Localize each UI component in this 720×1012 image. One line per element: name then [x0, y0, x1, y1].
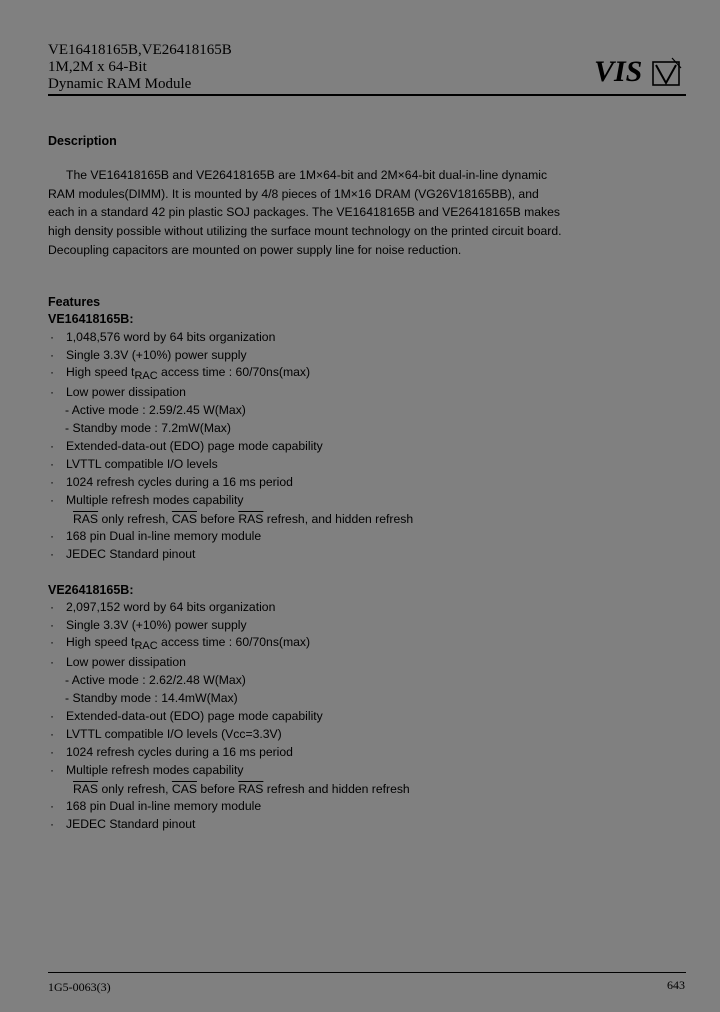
logo-text: VIS	[594, 55, 643, 88]
part-numbers: VE16418165B,VE26418165B	[48, 42, 232, 58]
features-heading: Features	[48, 295, 101, 309]
description-paragraph	[48, 166, 593, 260]
model2-title: VE26418165B:	[48, 583, 134, 597]
document-header	[48, 42, 232, 93]
header-rule	[48, 94, 686, 96]
description-line: Decoupling capacitors are mounted on power supply line for noise reduction.	[48, 242, 462, 257]
description-line: high density possible without utilizing the surface mount technology on the printed circuit board.	[48, 224, 562, 239]
footer-rule	[48, 972, 686, 973]
description-line: each in a standard 42 pin plastic SOJ packages. The VE16418165B and VE26418165B makes	[48, 205, 560, 220]
product-type: Dynamic RAM Module	[48, 76, 192, 92]
description-line: The VE16418165B and VE26418165B are 1M×64-bit and 2M×64-bit dual-in-line dynamic	[66, 168, 548, 182]
description-line: RAM modules(DIMM). It is mounted by 4/8 pieces of 1M×16 DRAM (VG26V18165BB), and	[48, 186, 539, 201]
organization: 1M,2M x 64-Bit	[48, 59, 147, 75]
description-heading: Description	[48, 134, 117, 148]
document-code: 1G5-0063(3)	[48, 980, 111, 994]
logo-triangle-icon	[652, 56, 682, 88]
page-number: 643	[667, 978, 685, 992]
model1-title: VE16418165B:	[48, 312, 134, 326]
